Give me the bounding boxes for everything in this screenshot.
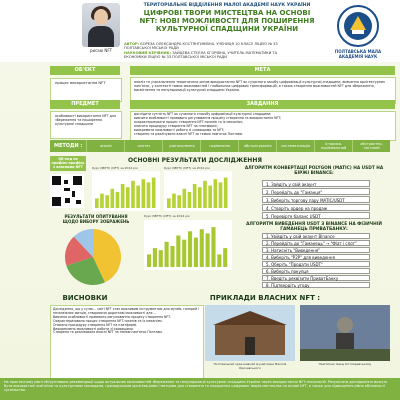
algorithm-step: 4. Створіть ордер на продаж [262, 204, 370, 211]
chart-bar [116, 192, 120, 208]
nft-example-2 [300, 305, 390, 361]
header [0, 0, 400, 62]
chart-bar [214, 179, 218, 208]
conclusion-item: Охарактеризовано процес створення NFT-токенів та їх механізм. [53, 318, 163, 323]
algo2-title: АЛГОРИТМ ВИВЕДЕННЯ USDT З BINANCE НА ФІЗИЧНІЙ ГАМАНЕЦЬ ПРИВАТБАНКУ: [246, 222, 382, 232]
task-item: виокремити можливості роботи зі сховищами та NFT; [134, 127, 225, 132]
tasks-list [130, 111, 396, 141]
photo-caption: рисаю NFT [89, 48, 113, 53]
chart-bar [126, 187, 130, 208]
tasks-heading: ЗАВДАННЯ [130, 100, 395, 109]
algorithm-step: 2. Перейдіть до "Гаманець" → "Фіат і спот" [262, 240, 370, 246]
subject-heading: ПРЕДМЕТ [50, 100, 120, 109]
algorithm-step: 8. Підтвердіть угоду [262, 282, 370, 288]
chart2-caption: Курс NBTTC (NFT) за 2024 рік [164, 166, 210, 170]
algorithm-step: 1. Зайдіть у свій акаунт [262, 180, 370, 187]
conclusion-item: Вивчено особливості правового регулювання процесу створення NFT. [53, 314, 171, 319]
chart-bar [105, 195, 109, 208]
chart-bar [153, 248, 157, 267]
method-item: систематизація [276, 140, 314, 152]
chart-bar [224, 178, 228, 208]
chart-bar [219, 182, 223, 208]
task-item: дослідити сутність NFT як сучасного способу цифровізації культурної спадщини; [134, 112, 272, 116]
chart-bar [188, 231, 192, 267]
chart-bar [206, 233, 210, 267]
conclusion-item: Створено та реалізовано власні NFT за темою пам'яток Полтави. [53, 330, 163, 335]
chart-bar [147, 254, 151, 267]
conclusion-item: Досліджено, що у сучас... світі NFT стає важливим інструментом для музеїв, галерей і незалежних митців, створюючи додаткові можливості для ... [53, 307, 199, 315]
algorithm-step: 3. Виберіть торгову пару MATIC/USDT [262, 196, 370, 203]
conclusion-item: Описано процедуру створення NFT на платформі. [53, 322, 138, 327]
conclusion-item: Виокремлено можливості роботи зі сховищами. [53, 326, 134, 331]
chart-bar [208, 186, 212, 208]
object-heading: ОБ'ЄКТ [50, 66, 120, 75]
logo-caption: ПОЛТАВСЬКА МАЛА АКАДЕМІЯ НАУК [334, 49, 382, 59]
footer-text: На практичному рівні обґрунтовано рекомендації щодо актуальних можливостей збереження та популяризації культурної спадщини України через використання NFT-технологій. Результати дослідження можуть бути використані освітніми та культурними закладами, громадськими організаціями і митцями для створення та поширення цифрових творів мистецтва на основі NFT, а також для підвищення рівня обізнаності суспільства. [4, 380, 388, 392]
methods-heading: МЕТОДИ : [54, 143, 83, 149]
chart-bar [183, 189, 187, 208]
algorithm-step: 2. Перейдіть до "Гаманця" [262, 188, 370, 195]
chart-bar [217, 254, 221, 267]
algorithm-step: 6. Виберіть покупця [262, 268, 370, 274]
task-item: створити та реалізувати власні NFT за темою пам'яток Полтави. [134, 131, 243, 136]
chart-bar [136, 186, 140, 208]
chart-bar [152, 178, 156, 208]
examples-heading: ПРИКЛАДИ ВЛАСНИХ NFT : [209, 294, 321, 302]
algorithm-step: 5. Перевірте баланс USDT [262, 212, 370, 219]
chart-bar [188, 192, 192, 208]
bar-chart-1 [92, 171, 160, 211]
chart-bar [176, 236, 180, 268]
method-item: синтез [124, 140, 162, 152]
chart3-caption: Курс NBTTC (NFT) за 2024 рік [144, 214, 190, 218]
chart-bar [159, 250, 163, 267]
author-line: АВТОР: БОРЕЗА ОЛЕКСАНДРА КОСТЯНТИНІВНА, УЧЕНИЦЯ 10 КЛАСУ ЛІЦЕЮ № 33 ПОЛТАВСЬКОЇ МІСЬКОЇ РАДИ [124, 42, 278, 51]
subject-text: особливості використання NFT для збереження та поширення культурної спадщини [50, 111, 122, 139]
algo1-title: АЛГОРИТМ КОНВЕРТАЦІЇ POLYGON (MATIC) НА USDT НА БІРЖІ BINANCE: [244, 166, 384, 176]
bar-chart-3 [144, 220, 232, 270]
qr-title: QR-код на профіль-профіль з власними NFT [51, 157, 85, 170]
chart-bar [111, 189, 115, 208]
chart-bar [200, 229, 204, 267]
chart-bar [177, 195, 181, 208]
method-item: узагальнення [162, 140, 200, 152]
chart-bar [182, 240, 186, 267]
algorithm-step: 3. Натисніть "Виведення" [262, 247, 370, 253]
poster-title: ЦИФРОВІ ТВОРИ МИСТЕЦТВА НА ОСНОВІ NFT: НОВІ МОЖЛИВОСТІ ДЛЯ ПОШИРЕННЯ КУЛЬТУРНОЇ СПАДЩИНИ УКРАЇНИ [139, 9, 315, 33]
task-item: описати процедуру створення NFT на платформі; [134, 123, 218, 128]
method-item: історико-порівняльний [314, 140, 352, 152]
chart-bar [223, 248, 227, 267]
chart-bar [100, 194, 104, 208]
survey-caption: РЕЗУЛЬТАТИ ОПИТУВАННЯ ЩОДО ВИБОРУ ЗОБРАЖЕНЬ [62, 214, 130, 224]
chart-bar [131, 181, 135, 208]
example2-caption: Пам'ятник Івану Котляревському [318, 362, 372, 366]
chart-bar [167, 198, 171, 208]
method-item: абстрактно-логічний [352, 140, 390, 152]
results-heading: ОСНОВНІ РЕЗУЛЬТАТИ ДОСЛІДЖЕННЯ [128, 157, 262, 164]
meta-text: аналіз та узагальнення теоретичних основ використання NFT як сучасного засобу цифровізації культурної спадщини, вивчення архітектурних пам'яток, у контексті нових можливостей і глобальних цифрових трансформацій, а також створення можливостей NFT для збереження, висвітлення та популяризації культурної спадщини України. [130, 77, 396, 104]
bar-chart-2 [164, 171, 232, 211]
algorithm-step: 7. Введіть реквізити ПриватБанку [262, 275, 370, 281]
chart-bar [165, 242, 169, 267]
academy-logo [336, 4, 380, 50]
footer [0, 378, 400, 400]
chart-bar [211, 227, 215, 267]
chart-bar [170, 246, 174, 267]
survey-pie-chart [62, 226, 124, 288]
methods-bar [50, 140, 390, 152]
chart-bar [142, 179, 146, 208]
algorithm-step: 1. Увійдіть у свій акаунт Binance [262, 233, 370, 239]
chart-bar [121, 184, 125, 208]
task-item: охарактеризувати процес створення NFT-токенів та їх механізм; [134, 119, 243, 124]
institution-line: ТЕРИТОРІАЛЬНЕ ВІДДІЛЕННЯ МАЛОЇ АКАДЕМІЇ НАУК УКРАЇНИ [143, 3, 311, 8]
example1-caption: Полтавський краєзнавчий музей імені Василя Кричевського [213, 362, 287, 370]
algorithm-step: 5. Оберіть "Продати USDT" [262, 261, 370, 267]
object-text: процес використання NFT [50, 78, 122, 102]
method-item: аналіз [86, 140, 124, 152]
chart-bar [95, 198, 99, 208]
algorithm-step: 4. Виберіть "P2P" для виведення [262, 254, 370, 260]
task-item: вивчити особливості правового регулювання процесу створення та використання NFT; [134, 115, 282, 120]
chart-bar [193, 184, 197, 208]
author-photo [82, 3, 120, 47]
meta-heading: МЕТА [130, 66, 395, 75]
chart-bar [203, 181, 207, 208]
chart-bar [147, 182, 151, 208]
conclusions-list [50, 305, 204, 379]
method-item: абстрагування [238, 140, 276, 152]
chart1-caption: Курс NBTTC (NFT) за 2024 рік [92, 166, 138, 170]
chart-bar [172, 194, 176, 208]
supervisor-line: НАУКОВИЙ КЕРІВНИК: ЗАЙЦЕВА СТЕЛЛА ЄГОРІВНА, УЧИТЕЛЬ МАТЕМАТИКИ ТА ЕКОНОМІКИ ЛІЦЕЮ № 33 ПОЛТАВСЬКОЇ МІСЬКОЇ РАДИ [124, 51, 278, 60]
chart-bar [194, 238, 198, 267]
method-item: порівняння [200, 140, 238, 152]
conclusions-heading: ВИСНОВКИ [62, 294, 108, 302]
qr-code[interactable] [50, 174, 84, 208]
chart-bar [198, 187, 202, 208]
nft-example-1 [205, 305, 295, 361]
